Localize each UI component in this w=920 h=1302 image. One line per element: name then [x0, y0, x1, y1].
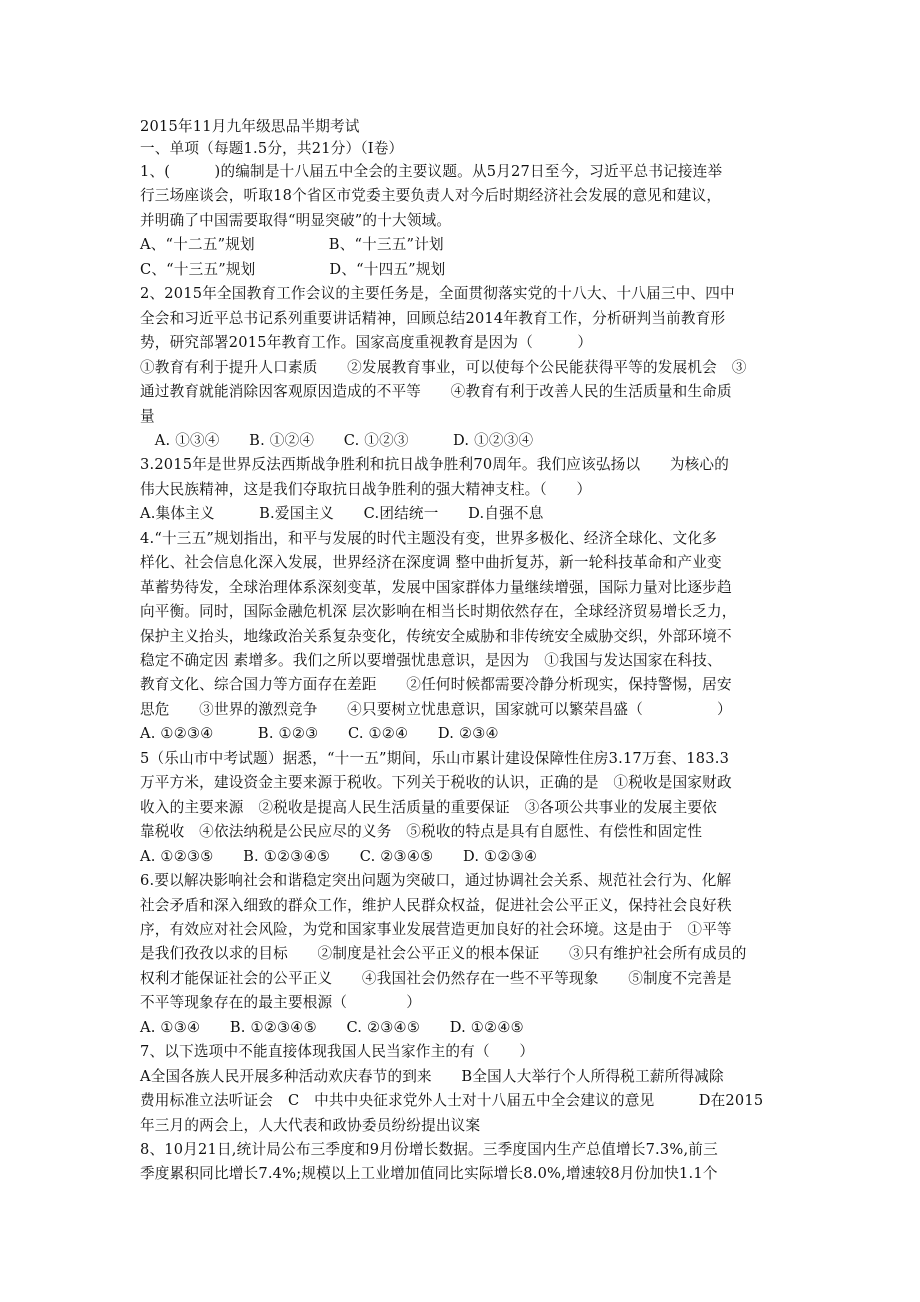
text-line: 4.“十三五”规划指出，和平与发展的时代主题没有变，世界多极化、经济全球化、文化多	[140, 529, 718, 547]
text-line: 全会和习近平总书记系列重要讲话精神，回顾总结2014年教育工作，分析研判当前教育形	[140, 309, 726, 327]
text-line: 收入的主要来源 ②税收是提高人民生活质量的重要保证 ③各项公共事业的发展主要依	[140, 798, 717, 816]
text-line: 季度累积同比增长7.4%;规模以上工业增加值同比实际增长8.0%,增速较8月份加快1.1个	[140, 1165, 718, 1183]
text-line: 行三场座谈会，听取18个省区市党委主要负责人对今后时期经济社会发展的意见和建议，	[140, 187, 722, 205]
text-line: 权利才能保证社会的公平正义 ④我国社会仍然存在一些不平等现象 ⑤制度不完善是	[140, 969, 732, 987]
text-line: ①教育有利于提升人口素质 ②发展教育事业，可以使每个公民能获得平等的发展机会 ③	[140, 358, 747, 376]
text-line: 革蓄势待发，全球治理体系深刻变革，发展中国家群体力量继续增强，国际力量对比逐步趋	[140, 578, 732, 596]
section-heading: 一、单项（每题1.5分，共21分）（Ⅰ卷）	[140, 140, 404, 157]
text-line: 稳定不确定因 素增多。我们之所以要增强忧患意识，是因为 ①我国与发达国家在科技、	[140, 652, 722, 669]
text-line: 量	[140, 407, 155, 425]
text-line: 费用标准立法听证会 C 中共中央征求党外人士对十八届五中全会建议的意见 D在2015	[140, 1092, 764, 1110]
text-line: 思危 ③世界的激烈竞争 ④只要树立忧患意识，国家就可以繁荣昌盛（ ）	[140, 700, 732, 718]
text-line: A、“十二五”规划 B、“十三五”计划	[140, 236, 444, 254]
text-line: 势，研究部署2015年教育工作。国家高度重视教育是因为（ ）	[140, 334, 593, 352]
text-line: 社会矛盾和深入细致的群众工作，维护人民群众权益，促进社会公平正义，保持社会良好秩	[140, 896, 732, 914]
text-line: 2、2015年全国教育工作会议的主要任务是，全面贯彻落实党的十八大、十八届三中、四中	[140, 285, 735, 303]
text-line: 样化、社会信息化深入发展，世界经济在深度调 整中曲折复苏，新一轮科技革命和产业变	[140, 554, 722, 572]
text-line: 伟大民族精神，这是我们夺取抗日战争胜利的强大精神支柱。（ ）	[140, 480, 592, 498]
text-line: A. ①②③⑤ B. ①②③④⑤ C. ②③④⑤ D. ①②③④	[140, 847, 538, 865]
text-line: 8、10月21日,统计局公布三季度和9月份增长数据。三季度国内生产总值增长7.3%,前三	[140, 1141, 718, 1158]
text-line: A.集体主义 B.爱国主义 C.团结统一 D.自强不息	[140, 505, 544, 523]
text-line: A. ①③④ B. ①②④ C. ①②③ D. ①②③④	[140, 431, 534, 449]
exam-title: 2015年11月九年级思品半期考试	[140, 118, 360, 135]
text-line: 向平衡。同时，国际金融危机深 层次影响在相当长时期依然存在，全球经济贸易增长乏力，	[140, 603, 737, 621]
text-line: 是我们孜孜以求的目标 ②制度是社会公平正义的根本保证 ③只有维护社会所有成员的	[140, 945, 747, 963]
text-line: 不平等现象存在的最主要根源（ ）	[140, 994, 422, 1012]
text-line: 6.要以解决影响社会和谐稳定突出问题为突破口，通过协调社会关系、规范社会行为、化解	[140, 872, 732, 889]
text-line: A全国各族人民开展多种活动欢庆春节的到来 B全国人大举行个人所得税工薪所得减除	[140, 1067, 724, 1085]
text-line: 教育文化、综合国力等方面存在差距 ②任何时候都需要冷静分析现实，保持警惕，居安	[140, 676, 732, 694]
text-line: 保护主义抬头，地缘政治关系复杂变化，传统安全威胁和非传统安全威胁交织，外部环境不	[140, 627, 732, 645]
text-line: 通过教育就能消除因客观原因造成的不平等 ④教育有利于改善人民的生活质量和生命质	[140, 383, 732, 400]
text-line: 靠税收 ④依法纳税是公民应尽的义务 ⑤税收的特点是具有自愿性、有偿性和固定性	[140, 823, 703, 841]
text-line: 1、( )的编制是十八届五中全会的主要议题。从5月27日至今，习近平总书记接连举	[140, 163, 723, 180]
text-line: 5（乐山市中考试题）据悉，“十一五”期间，乐山市累计建设保障性住房3.17万套、183.3	[140, 749, 730, 767]
text-line: 万平方米，建设资金主要来源于税收。下列关于税收的认识，正确的是 ①税收是国家财政	[140, 774, 732, 792]
text-line: A. ①②③④ B. ①②③ C. ①②④ D. ②③④	[140, 725, 499, 743]
text-line: 3.2015年是世界反法西斯战争胜利和抗日战争胜利70周年。我们应该弘扬以 为核心的	[140, 456, 730, 474]
text-line: A. ①③④ B. ①②③④⑤ C. ②③④⑤ D. ①②④⑤	[140, 1018, 524, 1036]
text-line: 年三月的两会上，人大代表和政协委员纷纷提出议案	[140, 1116, 481, 1134]
text-line: 序，有效应对社会风险，为党和国家事业发展营造更加良好的社会环境。这是由于 ①平等	[140, 920, 732, 938]
text-line: C、“十三五”规划 D、“十四五”规划	[140, 260, 446, 278]
text-line: 7、以下选项中不能直接体现我国人民当家作主的有（ ）	[140, 1043, 535, 1061]
text-line: 并明确了中国需要取得“明显突破”的十大领域。	[140, 211, 452, 229]
